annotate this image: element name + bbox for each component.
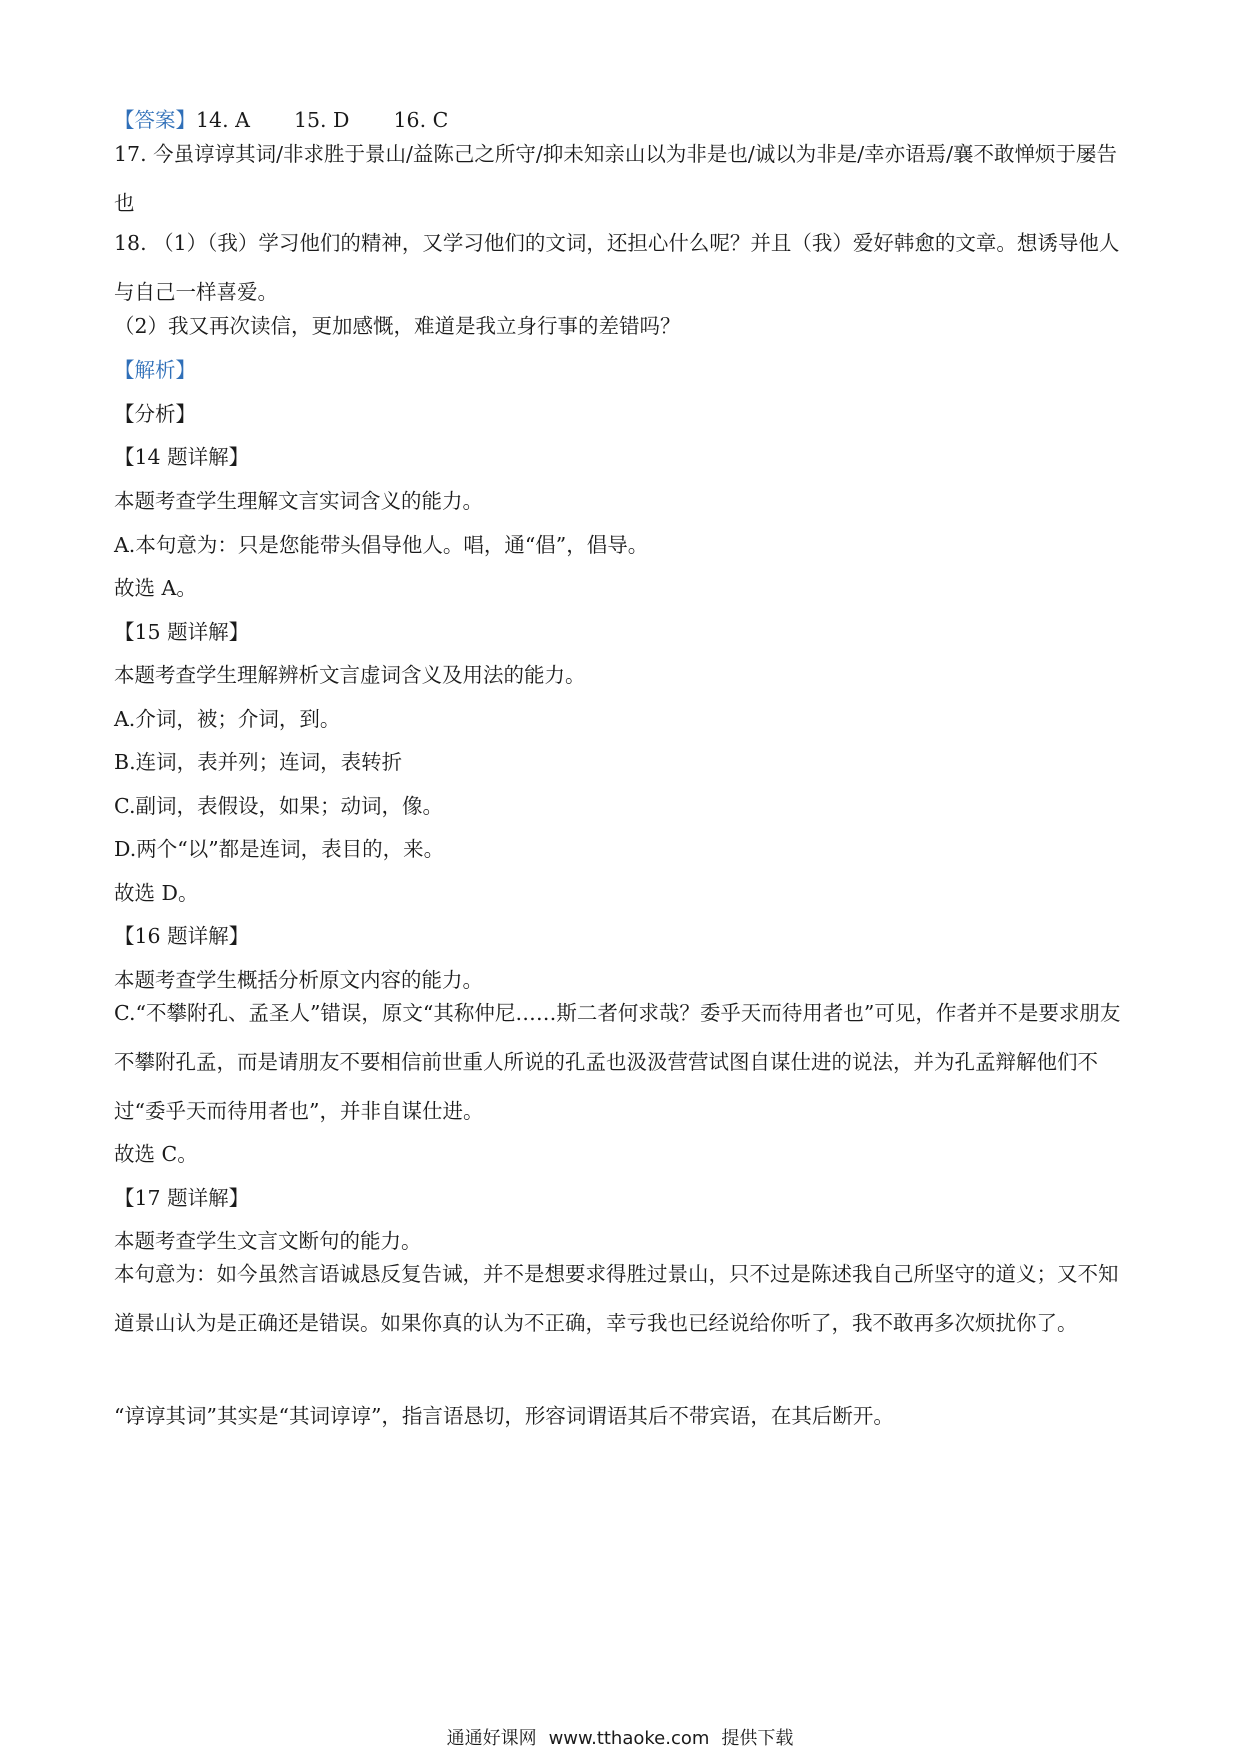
answer-item-15: 15. D <box>293 108 350 132</box>
answer-item-14: 14. A <box>196 108 250 132</box>
analysis-label: 【解析】 <box>114 358 196 382</box>
fenxi-label: 【分析】 <box>114 402 196 426</box>
q15-option-d: D.两个“以”都是连词，表目的，来。 <box>114 837 445 861</box>
q17-heading: 【17 题详解】 <box>114 1186 250 1210</box>
q15-option-c: C.副词，表假设，如果；动词，像。 <box>114 794 443 818</box>
q14-heading: 【14 题详解】 <box>114 445 250 469</box>
q16-conclusion: 故选 C。 <box>114 1142 198 1166</box>
q15-intro: 本题考查学生理解辨析文言虚词含义及用法的能力。 <box>114 663 586 687</box>
q15-conclusion: 故选 D。 <box>114 881 199 905</box>
q17-note: “谆谆其词”其实是“其词谆谆”，指言语恳切，形容词谓语其后不带宾语，在其后断开。 <box>114 1404 894 1428</box>
q17-intro: 本题考查学生文言文断句的能力。 <box>114 1229 422 1253</box>
q17-answer-text: 17. 今虽谆谆其词/非求胜于景山/益陈己之所守/抑未知亲山以为非是也/诚以为非是/幸亦语焉/襄不敢惮烦于屡告也 <box>114 142 1118 215</box>
footer-url: www.tthaoke.com <box>548 1728 710 1749</box>
page-footer <box>0 1728 1240 1750</box>
q14-conclusion: 故选 A。 <box>114 576 197 600</box>
q18-answer-part1: 18. （1）（我）学习他们的精神，又学习他们的文词，还担心什么呢？并且（我）爱好韩愈的文章。想诱导他人与自己一样喜爱。 <box>114 231 1120 304</box>
answer-label: 【答案】 <box>114 108 196 132</box>
q15-option-a: A.介词，被；介词，到。 <box>114 707 341 731</box>
q14-option-a: A.本句意为：只是您能带头倡导他人。唱，通“倡”，倡导。 <box>114 533 649 557</box>
answer-item-16: 16. C <box>393 108 449 132</box>
q15-heading: 【15 题详解】 <box>114 620 250 644</box>
q16-heading: 【16 题详解】 <box>114 924 250 948</box>
footer-site-name: 通通好课网 <box>446 1728 537 1749</box>
q17-meaning: 本句意为：如今虽然言语诚恳反复告诫，并不是想要求得胜过景山，只不过是陈述我自己所坚守的道义；又不知道景山认为是正确还是错误。如果你真的认为不正确，幸亏我也已经说给你听了，我不敢再多次烦扰你了。 <box>114 1262 1119 1335</box>
q14-intro: 本题考查学生理解文言实词含义的能力。 <box>114 489 483 513</box>
q18-answer-part2: （2）我又再次读信，更加感慨，难道是我立身行事的差错吗？ <box>114 314 681 338</box>
q16-intro: 本题考查学生概括分析原文内容的能力。 <box>114 968 483 992</box>
q16-option-c: C.“不攀附孔、孟圣人”错误，原文“其称仲尼……斯二者何求哉？委乎天而待用者也”可见，作者并不是要求朋友不攀附孔孟，而是请朋友不要相信前世重人所说的孔孟也汲汲营营试图自谋仕进的说法，并为孔孟辩解他们不过“委乎天而待用者也”，并非自谋仕进。 <box>114 1001 1121 1123</box>
q15-option-b: B.连词，表并列；连词，表转折 <box>114 750 403 774</box>
footer-suffix: 提供下载 <box>721 1728 794 1749</box>
